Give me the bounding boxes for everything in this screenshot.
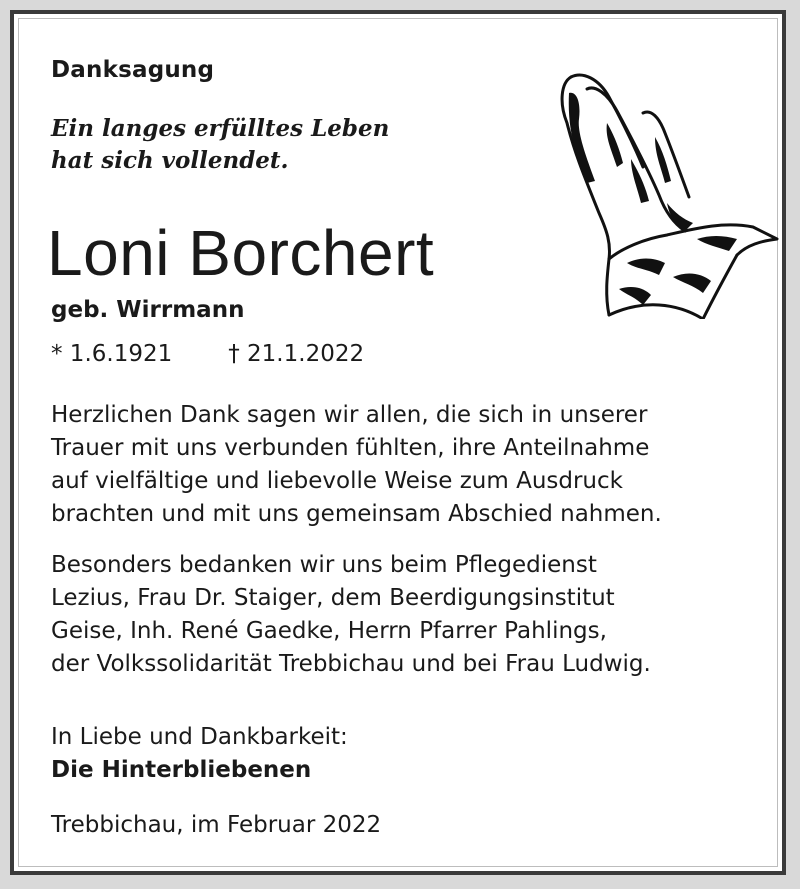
special-thanks-paragraph — [51, 549, 771, 681]
inner-border — [18, 18, 778, 867]
notice-heading: Danksagung — [51, 57, 215, 83]
paragraph-line: auf vielfältige und liebevolle Weise zum Ausdruck — [51, 468, 623, 494]
motto — [51, 113, 389, 177]
paragraph-line: der Volkssolidarität Trebbichau und bei Frau Ludwig. — [51, 651, 651, 677]
motto-line: Ein langes erfülltes Leben — [51, 115, 390, 142]
deceased-name: Loni Borchert — [47, 217, 435, 289]
paragraph-line: Herzlichen Dank sagen wir allen, die sich in unserer — [51, 402, 648, 428]
life-dates — [51, 341, 364, 367]
praying-hands-icon — [547, 63, 779, 319]
paragraph-line: Geise, Inh. René Gaedke, Herrn Pfarrer Pahlings, — [51, 618, 607, 644]
maiden-name: geb. Wirrmann — [51, 297, 245, 323]
death-date: † 21.1.2022 — [228, 341, 365, 367]
signature: Die Hinterbliebenen — [51, 757, 312, 783]
closing-text: In Liebe und Dankbarkeit: — [51, 724, 348, 750]
closing-block — [51, 721, 348, 787]
paragraph-line: Trauer mit uns verbunden fühlten, ihre Anteilnahme — [51, 435, 650, 461]
obituary-notice — [10, 10, 786, 875]
paragraph-line: Lezius, Frau Dr. Staiger, dem Beerdigungsinstitut — [51, 585, 615, 611]
motto-line: hat sich vollendet. — [51, 147, 289, 174]
paragraph-line: brachten und mit uns gemeinsam Abschied nahmen. — [51, 501, 662, 527]
thanks-paragraph — [51, 399, 771, 531]
place-date: Trebbichau, im Februar 2022 — [51, 812, 382, 838]
birth-date: * 1.6.1921 — [51, 341, 173, 367]
paragraph-line: Besonders bedanken wir uns beim Pflegedienst — [51, 552, 597, 578]
